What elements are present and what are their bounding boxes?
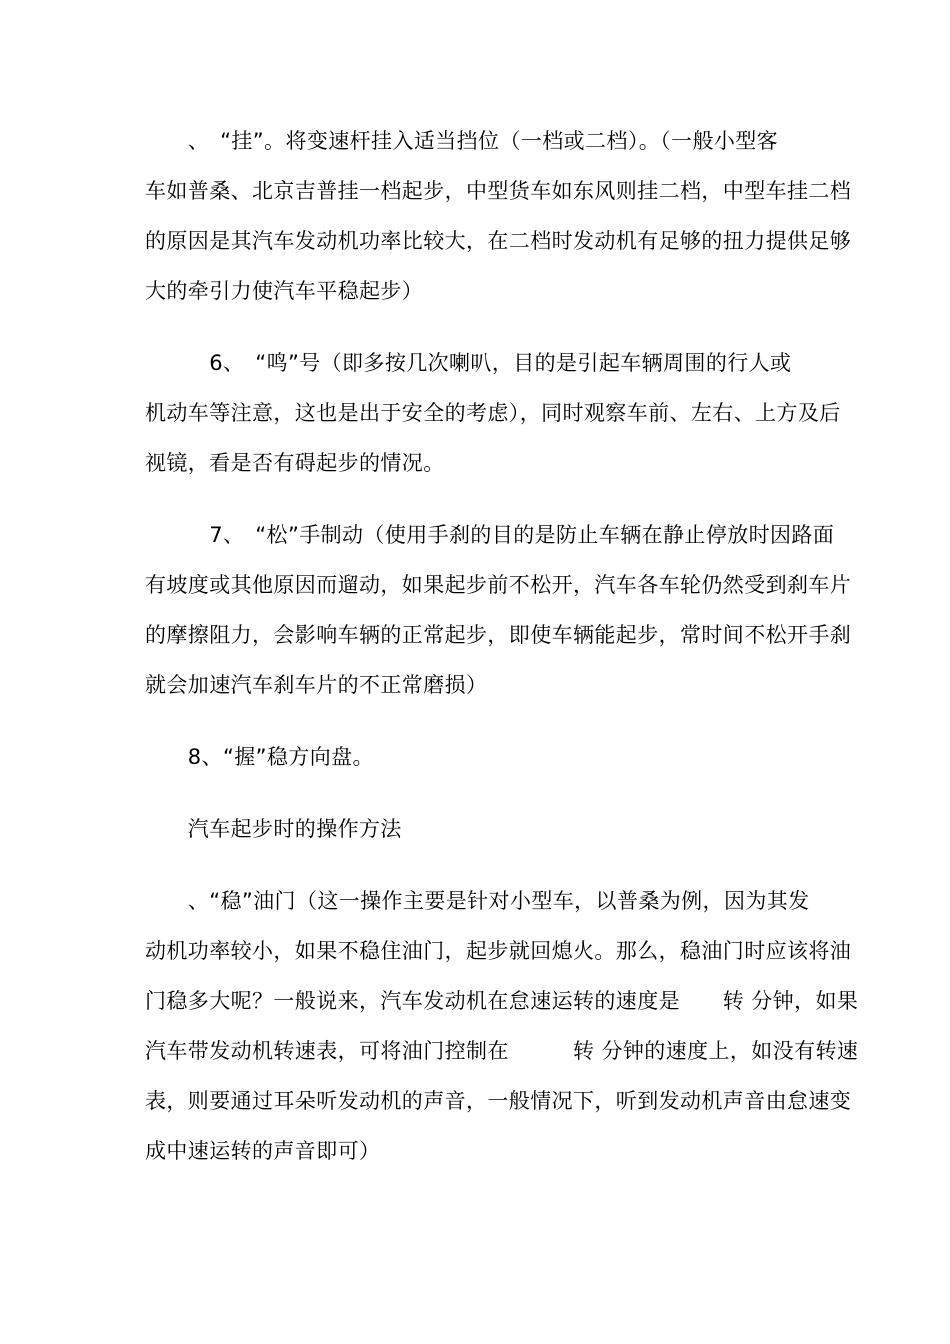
text-line: 的原因是其汽车发动机功率比较大，在二档时发动机有足够的扭力提供足够 (145, 229, 852, 253)
text-line: 动机功率较小，如果不稳住油门，起步就回熄火。那么，稳油门时应该将油 (145, 939, 852, 963)
text-line: 大的牵引力使汽车平稳起步） (145, 279, 424, 303)
text-line: 的摩擦阻力，会影响车辆的正常起步，即使车辆能起步，常时间不松开手刹 (145, 623, 852, 647)
text-line: 机动车等注意，这也是出于安全的考虑），同时观察车前、左右、上方及后 (145, 401, 841, 425)
section-heading: 汽车起步时的操作方法 (145, 817, 402, 841)
text-line: 就会加速汽车刹车片的不正常磨损） (145, 673, 488, 697)
text-line: 汽车带发动机转速表，可将油门控制在 转 分钟的速度上，如没有转速 (145, 1039, 859, 1063)
text-line: 7、 “松”手制动（使用手刹的目的是防止车辆在静止停放时因路面 (145, 523, 835, 547)
text-line: 有坡度或其他原因而遛动，如果起步前不松开，汽车各车轮仍然受到刹车片 (145, 573, 852, 597)
text-line: 视镜，看是否有碍起步的情况。 (145, 451, 445, 475)
text-line: 、 “挂”。将变速杆挂入适当挡位（一档或二档）。（一般小型客 (145, 129, 779, 153)
text-line: 6、 “鸣”号（即多按几次喇叭，目的是引起车辆周围的行人或 (145, 351, 792, 375)
text-line: 车如普桑、北京吉普挂一档起步，中型货车如东风则挂二档，中型车挂二档 (145, 179, 852, 203)
text-line: 、“稳”油门（这一操作主要是针对小型车，以普桑为例，因为其发 (145, 889, 810, 913)
text-line: 门稳多大呢？一般说来，汽车发动机在怠速运转的速度是 转 分钟，如果 (145, 989, 859, 1013)
text-line: 成中速运转的声音即可） (145, 1139, 381, 1163)
text-line: 表，则要通过耳朵听发动机的声音，一般情况下，听到发动机声音由怠速变 (145, 1089, 852, 1113)
text-line: 8、“握”稳方向盘。 (145, 745, 374, 769)
